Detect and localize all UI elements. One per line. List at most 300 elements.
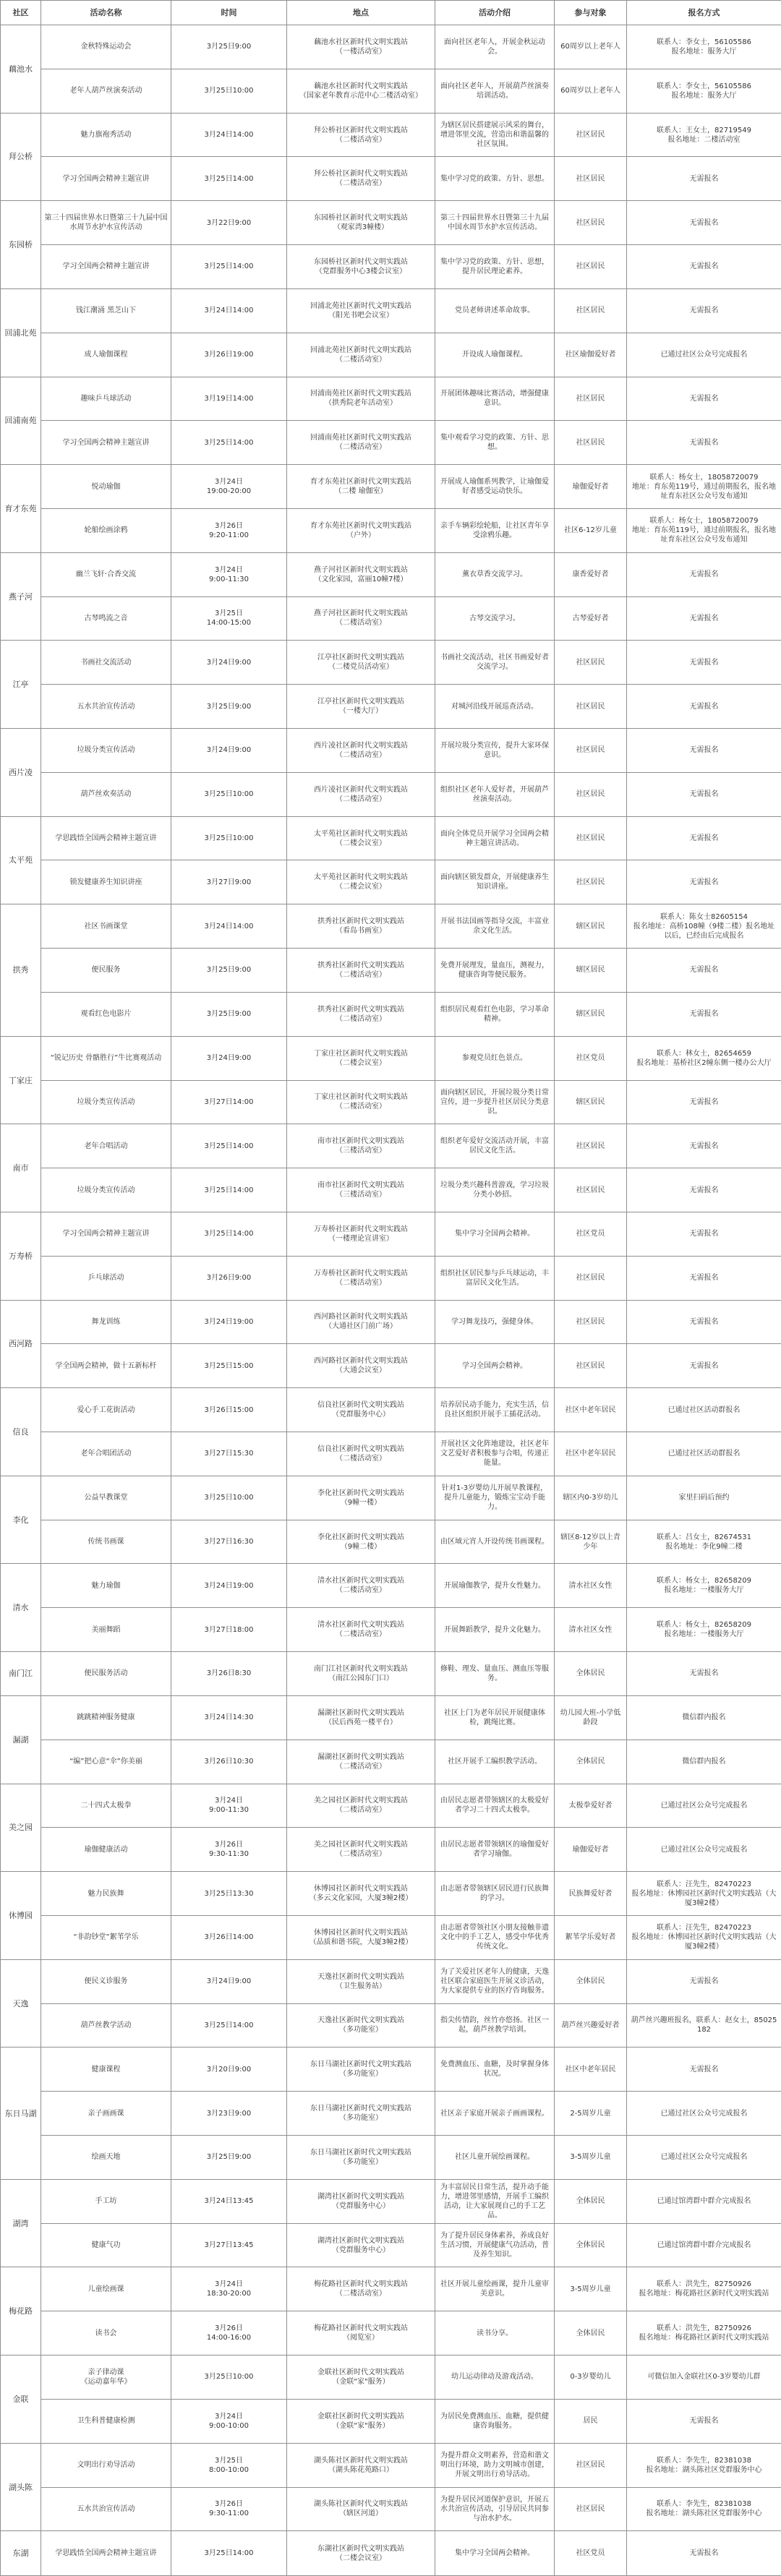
time-cell: 3月27日14:00 bbox=[171, 1080, 287, 1124]
signup-cell: 已通过社区公众号完成报名 bbox=[627, 333, 781, 377]
time-cell: 3月24日14:30 bbox=[171, 1695, 287, 1740]
district-cell: 西河路 bbox=[1, 1300, 41, 1388]
table-row bbox=[1, 1520, 781, 1564]
activity-name-cell: 学思践悟全国两会精神主题宣讲 bbox=[41, 816, 171, 860]
time-cell: 3月27日18:00 bbox=[171, 1608, 287, 1652]
table-row bbox=[1, 2267, 781, 2311]
time-cell: 3月25日9:00 bbox=[171, 949, 287, 993]
intro-cell: 面向全体党员开展学习全国两会精神主题宣讲活动。 bbox=[435, 816, 555, 860]
table-row bbox=[1, 25, 781, 69]
time-cell: 3月26日10:30 bbox=[171, 1740, 287, 1784]
intro-cell: 开展瑜伽教学，提升女性魅力。 bbox=[435, 1564, 555, 1608]
place-cell: 信良社区新时代文明实践站 （二楼活动室） bbox=[287, 1432, 435, 1476]
activity-name-cell: 魅力旗袍秀活动 bbox=[41, 113, 171, 157]
place-cell: 湖头陈社区新时代文明实践站 （辖区河道） bbox=[287, 2487, 435, 2531]
intro-cell: 社区开展儿童绘画课，提升儿童审美意识。 bbox=[435, 2267, 555, 2311]
intro-cell: 由区域元宵人开设传统书画课程。 bbox=[435, 1520, 555, 1564]
intro-cell: 由居民志愿者带领辖区的瑜伽爱好者学习瑜伽。 bbox=[435, 1828, 555, 1872]
table-row bbox=[1, 2179, 781, 2223]
signup-cell: 微信群内报名 bbox=[627, 1695, 781, 1740]
signup-cell: 无需报名 bbox=[627, 1344, 781, 1388]
target-cell: 社区居民 bbox=[555, 729, 627, 773]
intro-cell: 参观党员红色景点。 bbox=[435, 1036, 555, 1080]
table-row bbox=[1, 949, 781, 993]
intro-cell: 免费开展理发，量血压，测视力，健康咨询等便民服务。 bbox=[435, 949, 555, 993]
signup-cell: 无需报名 bbox=[627, 421, 781, 465]
activity-name-cell: 学习全国两会精神主题宣讲 bbox=[41, 157, 171, 201]
place-cell: 藕池水社区新时代文明实践站 （国家老年教育示范中心二楼活动室） bbox=[287, 69, 435, 113]
time-cell: 3月26日8:30 bbox=[171, 1652, 287, 1696]
signup-cell: 联系人：洪先生，82750926 报名地址：梅花路社区新时代文明实践站 bbox=[627, 2267, 781, 2311]
district-cell: 信良 bbox=[1, 1388, 41, 1476]
activity-name-cell: 悦动瑜伽 bbox=[41, 465, 171, 509]
activity-name-cell: 第三十四届世界水日暨第三十九届中国水周节水护水宣传活动 bbox=[41, 201, 171, 245]
time-cell: 3月24日9:00 bbox=[171, 641, 287, 685]
target-cell: 辖区居民 bbox=[555, 992, 627, 1036]
table-row bbox=[1, 2003, 781, 2047]
signup-cell: 联系人：王女士，82719549 报名地址：二楼活动室 bbox=[627, 113, 781, 157]
table-row bbox=[1, 1959, 781, 2003]
place-cell: 湖头陈社区新时代文明实践站 （湖头陈花苑路口） bbox=[287, 2443, 435, 2487]
signup-cell: 无需报名 bbox=[627, 1168, 781, 1212]
district-cell: 藕池水 bbox=[1, 25, 41, 114]
district-cell: 南市 bbox=[1, 1124, 41, 1212]
activity-name-cell: 垃圾分类宣传活动 bbox=[41, 1080, 171, 1124]
signup-cell: 已通过社区公众号完成报名 bbox=[627, 1828, 781, 1872]
time-cell: 3月25日10:00 bbox=[171, 816, 287, 860]
district-cell: 东湖 bbox=[1, 2531, 41, 2576]
target-cell: 社区居民 bbox=[555, 245, 627, 289]
district-cell: 南门江 bbox=[1, 1652, 41, 1696]
activity-name-cell: 瑜伽健康活动 bbox=[41, 1828, 171, 1872]
signup-cell: 无需报名 bbox=[627, 729, 781, 773]
table-row bbox=[1, 1080, 781, 1124]
intro-cell: 社区儿童开展绘画课程。 bbox=[435, 2136, 555, 2180]
intro-cell: 修鞋、理发、量血压、测血压等服务。 bbox=[435, 1652, 555, 1696]
table-row bbox=[1, 1784, 781, 1828]
activity-name-cell: 观看红色电影片 bbox=[41, 992, 171, 1036]
signup-cell: 联系人：李女士，56105586 报名地址：服务大厅 bbox=[627, 25, 781, 69]
activity-name-cell: 古琴鸣流之音 bbox=[41, 596, 171, 641]
target-cell: 社区居民 bbox=[555, 113, 627, 157]
table-row bbox=[1, 1212, 781, 1256]
activity-name-cell: 葫芦丝教学活动 bbox=[41, 2003, 171, 2047]
time-cell: 3月24日19:00 bbox=[171, 1300, 287, 1344]
signup-cell: 无需报名 bbox=[627, 685, 781, 729]
intro-cell: 针对1-3岁婴幼儿开展早教课程，提升儿童能力，锻炼宝宝动手能力。 bbox=[435, 1476, 555, 1520]
place-cell: 休博园社区新时代文明实践站 （多云文化家园，大厦3幢2楼） bbox=[287, 1872, 435, 1916]
signup-cell: 微信群内报名 bbox=[627, 1740, 781, 1784]
header-district: 社区 bbox=[1, 1, 41, 25]
district-cell: 天逸 bbox=[1, 1959, 41, 2047]
time-cell: 3月26日 9:30-11:00 bbox=[171, 2487, 287, 2531]
time-cell: 3月24日 18:30-20:00 bbox=[171, 2267, 287, 2311]
target-cell: 居民 bbox=[555, 2399, 627, 2443]
intro-cell: 指尖传情韵，丝竹亦悠扬。社区一起，葫芦丝教学培训。 bbox=[435, 2003, 555, 2047]
intro-cell: 由居民志愿者带领辖区的太极爱好者学习二十四式太极拳。 bbox=[435, 1784, 555, 1828]
activity-name-cell: 二十四式太极拳 bbox=[41, 1784, 171, 1828]
table-row bbox=[1, 904, 781, 949]
activity-name-cell: 学习全国两会精神主题宣讲 bbox=[41, 245, 171, 289]
time-cell: 3月26日9:00 bbox=[171, 1256, 287, 1300]
activity-name-cell: 健康课程 bbox=[41, 2047, 171, 2092]
table-row bbox=[1, 2531, 781, 2576]
target-cell: 社区居民 bbox=[555, 1124, 627, 1168]
time-cell: 3月25日9:00 bbox=[171, 992, 287, 1036]
place-cell: 藕池水社区新时代文明实践站 （一楼活动室） bbox=[287, 25, 435, 69]
time-cell: 3月27日9:00 bbox=[171, 860, 287, 904]
activity-name-cell: 文明出行劝导活动 bbox=[41, 2443, 171, 2487]
intro-cell: 面向社区老年人，开展葫芦丝演奏培训活动。 bbox=[435, 69, 555, 113]
place-cell: 育才东苑社区新时代文明实践站 （户外） bbox=[287, 508, 435, 552]
district-cell: 湖头陈 bbox=[1, 2443, 41, 2531]
target-cell: 全体居民 bbox=[555, 1652, 627, 1696]
activity-name-cell: 魅力民族舞 bbox=[41, 1872, 171, 1916]
table-row bbox=[1, 508, 781, 552]
activity-name-cell: 金秋特殊运动会 bbox=[41, 25, 171, 69]
intro-cell: 面向社区老年人，开展金秋运动会。 bbox=[435, 25, 555, 69]
table-row bbox=[1, 245, 781, 289]
activity-name-cell: 亲子画画课 bbox=[41, 2092, 171, 2136]
time-cell: 3月25日14:00 bbox=[171, 2531, 287, 2576]
intro-cell: 薰衣草香交流学习。 bbox=[435, 552, 555, 596]
district-cell: 休博园 bbox=[1, 1872, 41, 1960]
signup-cell: 无需报名 bbox=[627, 992, 781, 1036]
intro-cell: 社区亲子家庭开展亲子画画课程。 bbox=[435, 2092, 555, 2136]
table-row bbox=[1, 465, 781, 509]
header-signup: 报名方式 bbox=[627, 1, 781, 25]
activity-name-cell: 乒乓球活动 bbox=[41, 1256, 171, 1300]
table-row bbox=[1, 421, 781, 465]
district-cell: 清水 bbox=[1, 1564, 41, 1652]
activity-name-cell: 学思践悟全国两会精神主题宣讲 bbox=[41, 2531, 171, 2576]
table-row bbox=[1, 860, 781, 904]
signup-cell: 无需报名 bbox=[627, 2531, 781, 2576]
signup-cell: 无需报名 bbox=[627, 157, 781, 201]
intro-cell: 幼儿运动律动及游戏活动。 bbox=[435, 2355, 555, 2400]
time-cell: 3月27日15:30 bbox=[171, 1432, 287, 1476]
table-row bbox=[1, 1344, 781, 1388]
intro-cell: 组织社区老年人爱好者，开展葫芦丝演奏活动。 bbox=[435, 772, 555, 816]
table-row bbox=[1, 288, 781, 333]
signup-cell: 无需报名 bbox=[627, 201, 781, 245]
signup-cell: 联系人：李先生，82381038 报名地址：湖头陈社区党群服务中心 bbox=[627, 2487, 781, 2531]
signup-cell: 联系人：林女士，82654659 报名地址：基桥社区2幢东侧一楼办公大厅 bbox=[627, 1036, 781, 1080]
intro-cell: 为提升群众文明素养，营造和谐文明出行环境，助力文明城市创建，开展文明出行劝导活动。 bbox=[435, 2443, 555, 2487]
signup-cell: 已通过社区公众号完成报名 bbox=[627, 2136, 781, 2180]
signup-cell: 无需报名 bbox=[627, 860, 781, 904]
place-cell: 回浦南苑社区新时代文明实践站 （拱秀院老年活动室） bbox=[287, 377, 435, 421]
signup-cell: 联系人：李先生，82381038 报名地址：湖头陈社区党群服务中心 bbox=[627, 2443, 781, 2487]
target-cell: 社区6-12岁儿童 bbox=[555, 508, 627, 552]
district-cell: 东日马湖 bbox=[1, 2047, 41, 2179]
target-cell: 社区中老年居民 bbox=[555, 1388, 627, 1432]
time-cell: 3月22日9:00 bbox=[171, 201, 287, 245]
signup-cell: 已通过社区活动群报名 bbox=[627, 1388, 781, 1432]
table-row bbox=[1, 2223, 781, 2267]
place-cell: 拜公桥社区新时代文明实践站 （二楼活动室） bbox=[287, 113, 435, 157]
time-cell: 3月24日 9:00-10:00 bbox=[171, 2399, 287, 2443]
table-row bbox=[1, 1256, 781, 1300]
place-cell: 东日马湖社区新时代文明实践站 （多功能室） bbox=[287, 2136, 435, 2180]
signup-cell: 无需报名 bbox=[627, 2047, 781, 2092]
intro-cell: 开展社区文化阵地建设，社区老年文艺爱好者积极参与合唱，传递正能量。 bbox=[435, 1432, 555, 1476]
target-cell: 0-3岁婴幼儿 bbox=[555, 2355, 627, 2400]
place-cell: 东园桥社区新时代文明实践站 （党群服务中心3楼会议室） bbox=[287, 245, 435, 289]
time-cell: 3月25日15:00 bbox=[171, 1344, 287, 1388]
activity-name-cell: 便民服务活动 bbox=[41, 1652, 171, 1696]
target-cell: 社区居民 bbox=[555, 2487, 627, 2531]
district-cell: 东园桥 bbox=[1, 201, 41, 289]
signup-cell: 联系人：李女士，56105586 报名地址：服务大厅 bbox=[627, 69, 781, 113]
place-cell: 清水社区新时代文明实践站 （二楼活动室） bbox=[287, 1608, 435, 1652]
activity-name-cell: “编”把心意“伞”你美丽 bbox=[41, 1740, 171, 1784]
time-cell: 3月24日14:00 bbox=[171, 288, 287, 333]
place-cell: 湖湾社区新时代文明实践站 （党群服务中心） bbox=[287, 2179, 435, 2223]
district-cell: 回浦北苑 bbox=[1, 288, 41, 377]
intro-cell: 开展团体趣味比赛活动，增强健康意识。 bbox=[435, 377, 555, 421]
table-row bbox=[1, 685, 781, 729]
intro-cell: 开展成人瑜伽系列教学，让瑜伽爱好者感受运动快乐。 bbox=[435, 465, 555, 509]
target-cell: 3-5周岁儿童 bbox=[555, 2267, 627, 2311]
district-cell: 漏湖 bbox=[1, 1695, 41, 1784]
place-cell: 回浦南苑社区新时代文明实践站 （二楼活动室） bbox=[287, 421, 435, 465]
signup-cell: 无需报名 bbox=[627, 596, 781, 641]
activity-name-cell: 亲子律动课 《运动嘉年华》 bbox=[41, 2355, 171, 2400]
activity-name-cell: 幽兰飞轩·合香交流 bbox=[41, 552, 171, 596]
target-cell: 辖区内0-3岁幼儿 bbox=[555, 1476, 627, 1520]
time-cell: 3月25日14:00 bbox=[171, 1168, 287, 1212]
activity-name-cell: 爱心手工花街活动 bbox=[41, 1388, 171, 1432]
district-cell: 丁家庄 bbox=[1, 1036, 41, 1124]
place-cell: 梅花路社区新时代文明实践站 （阅览室） bbox=[287, 2311, 435, 2355]
target-cell: 太极拳爱好者 bbox=[555, 1784, 627, 1828]
target-cell: 社区党员 bbox=[555, 1036, 627, 1080]
place-cell: 天逸社区新时代文明实践站 （多功能室） bbox=[287, 2003, 435, 2047]
time-cell: 3月25日14:00 bbox=[171, 1124, 287, 1168]
place-cell: 太平苑社区新时代文明实践站 （二楼会议室） bbox=[287, 816, 435, 860]
target-cell: 社区居民 bbox=[555, 157, 627, 201]
time-cell: 3月26日19:00 bbox=[171, 333, 287, 377]
intro-cell: 社区开展手工编织教学活动。 bbox=[435, 1740, 555, 1784]
district-cell: 拜公桥 bbox=[1, 113, 41, 201]
district-cell: 万寿桥 bbox=[1, 1212, 41, 1300]
table-row bbox=[1, 333, 781, 377]
target-cell: 辖区8-12岁以上青少年 bbox=[555, 1520, 627, 1564]
place-cell: 拜公桥社区新时代文明实践站 （二楼活动室） bbox=[287, 157, 435, 201]
table-row bbox=[1, 1828, 781, 1872]
signup-cell: 无需报名 bbox=[627, 816, 781, 860]
signup-cell: 葫芦丝兴趣班报名，联系人：赵女士，85025182 bbox=[627, 2003, 781, 2047]
table-row bbox=[1, 2487, 781, 2531]
target-cell: 辖区居民 bbox=[555, 904, 627, 949]
intro-cell: 亲手车辆彩绘轮船，让社区青年享受涂鸦乐趣。 bbox=[435, 508, 555, 552]
table-row bbox=[1, 1168, 781, 1212]
intro-cell: 为辖区居民搭建展示风采的舞台，增进邻里交流，营造出和谐温馨的社区氛围。 bbox=[435, 113, 555, 157]
target-cell: 社区居民 bbox=[555, 685, 627, 729]
signup-cell: 已通过馆湾群中群介完成报名 bbox=[627, 2179, 781, 2223]
intro-cell: 垃圾分类兴趣科普游戏，学习垃圾分类小妙招。 bbox=[435, 1168, 555, 1212]
signup-cell: 联系人：陈女士82605154 报名地址：高桥108幢（9楼二楼）报名地址以后，已经由后完成报名 bbox=[627, 904, 781, 949]
time-cell: 3月25日14:00 bbox=[171, 2003, 287, 2047]
intro-cell: 开展书法国画等指导交流，丰富业余文化生活。 bbox=[435, 904, 555, 949]
table-row bbox=[1, 816, 781, 860]
signup-cell: 家里扫码后预约 bbox=[627, 1476, 781, 1520]
place-cell: 丁家庄社区新时代文明实践站 （二楼活动室） bbox=[287, 1080, 435, 1124]
activity-name-cell: 跳跳精神服务健康 bbox=[41, 1695, 171, 1740]
place-cell: 漏湖社区新时代文明实践站 （民后西苑一楼平台） bbox=[287, 1695, 435, 1740]
signup-cell: 无需报名 bbox=[627, 641, 781, 685]
target-cell: 絮苇学乐爱好者 bbox=[555, 1915, 627, 1959]
intro-cell: 由志愿者带领社区小朋友接触非遗文化中的手工艺人，感受中华优秀传统文化。 bbox=[435, 1915, 555, 1959]
intro-cell: 开展垃圾分类宣传，提升大家环保意识。 bbox=[435, 729, 555, 773]
time-cell: 3月25日10:00 bbox=[171, 69, 287, 113]
time-cell: 3月26日 9:20-11:00 bbox=[171, 508, 287, 552]
activity-name-cell: 学习全国两会精神主题宣讲 bbox=[41, 1212, 171, 1256]
place-cell: 拱秀社区新时代文明实践站 （看岛书画室） bbox=[287, 904, 435, 949]
signup-cell: 联系人：杨女士，18058720079 地址：育东苑119号，通过前期报名，报名地址育东社区公众号发布通知 bbox=[627, 465, 781, 509]
time-cell: 3月25日14:00 bbox=[171, 157, 287, 201]
signup-cell: 联系人：吕女士，82674531 报名地址：李化9幢二楼 bbox=[627, 1520, 781, 1564]
signup-cell: 已通过社区公众号完成报名 bbox=[627, 1784, 781, 1828]
intro-cell: 为提升居民河道保护意识，开展五水共治宣传活动，引导居民共同参与治水护水。 bbox=[435, 2487, 555, 2531]
activity-name-cell: “非韵钞堂”絮苇学乐 bbox=[41, 1915, 171, 1959]
intro-cell: 对城河沿线开展巡查活动。 bbox=[435, 685, 555, 729]
target-cell: 社区居民 bbox=[555, 421, 627, 465]
intro-cell: 集中学习全国两会精神。 bbox=[435, 1212, 555, 1256]
target-cell: 社区居民 bbox=[555, 1168, 627, 1212]
signup-cell: 无需报名 bbox=[627, 288, 781, 333]
signup-cell: 可微信加入金联社区0-3岁婴幼儿群 bbox=[627, 2355, 781, 2400]
target-cell: 辖区居民 bbox=[555, 949, 627, 993]
signup-cell: 已通过社区活动群报名 bbox=[627, 1432, 781, 1476]
activity-name-cell: 卫生科普健康检测 bbox=[41, 2399, 171, 2443]
district-cell: 西片凌 bbox=[1, 729, 41, 817]
activity-name-cell: 社区书画课堂 bbox=[41, 904, 171, 949]
table-row bbox=[1, 1124, 781, 1168]
place-cell: 江亭社区新时代文明实践站 （一楼大厅） bbox=[287, 685, 435, 729]
signup-cell: 联系人：杨女士，82658209 报名地址：一楼服务大厅 bbox=[627, 1564, 781, 1608]
table-row bbox=[1, 2443, 781, 2487]
header-activity-name: 活动名称 bbox=[41, 1, 171, 25]
intro-cell: 第三十四届世界水日暨第三十九届中国水周节水护水宣传活动。 bbox=[435, 201, 555, 245]
table-row bbox=[1, 2355, 781, 2400]
signup-cell: 已通过馆湾群中群介完成报名 bbox=[627, 2223, 781, 2267]
district-cell: 育才东苑 bbox=[1, 465, 41, 553]
target-cell: 社区中老年居民 bbox=[555, 1432, 627, 1476]
time-cell: 3月24日9:00 bbox=[171, 1036, 287, 1080]
table-row bbox=[1, 772, 781, 816]
place-cell: 湖湾社区新时代文明实践站 （党群服务中心） bbox=[287, 2223, 435, 2267]
place-cell: 南市社区新时代文明实践站 （三楼活动室） bbox=[287, 1124, 435, 1168]
activity-name-cell: 健康气功 bbox=[41, 2223, 171, 2267]
signup-cell: 无需报名 bbox=[627, 1256, 781, 1300]
intro-cell: 集中观看学习党的政策、方针、思想。 bbox=[435, 421, 555, 465]
intro-cell: 古琴交流学习。 bbox=[435, 596, 555, 641]
header-time: 时间 bbox=[171, 1, 287, 25]
place-cell: 西河路社区新时代文明实践站 （大通会议室） bbox=[287, 1344, 435, 1388]
table-row bbox=[1, 1300, 781, 1344]
target-cell: 辖区居民 bbox=[555, 1080, 627, 1124]
table-row bbox=[1, 1872, 781, 1916]
place-cell: 燕子河社区新时代文明实践站 （文化家园，富丽10幢7楼） bbox=[287, 552, 435, 596]
target-cell: 社区居民 bbox=[555, 377, 627, 421]
target-cell: 社区居民 bbox=[555, 201, 627, 245]
place-cell: 李化社区新时代文明实践站 （9幢二楼） bbox=[287, 1520, 435, 1564]
activity-name-cell: 垃圾分类宣传活动 bbox=[41, 729, 171, 773]
intro-cell: 读书分享。 bbox=[435, 2311, 555, 2355]
place-cell: 东日马湖社区新时代文明实践站 （多功能室） bbox=[287, 2047, 435, 2092]
activity-name-cell: 传统书画课 bbox=[41, 1520, 171, 1564]
signup-cell: 无需报名 bbox=[627, 772, 781, 816]
district-cell: 梅花路 bbox=[1, 2267, 41, 2355]
target-cell: 社区居民 bbox=[555, 860, 627, 904]
intro-cell: 由志愿者带领辖区居民进行民族舞的学习。 bbox=[435, 1872, 555, 1916]
time-cell: 3月24日14:00 bbox=[171, 113, 287, 157]
activity-name-cell: 趣味乒乓球活动 bbox=[41, 377, 171, 421]
activity-name-cell: 老年合唱活动 bbox=[41, 1124, 171, 1168]
activity-name-cell: 便民义诊服务 bbox=[41, 1959, 171, 2003]
table-row bbox=[1, 552, 781, 596]
activity-name-cell: 老年合唱团活动 bbox=[41, 1432, 171, 1476]
target-cell: 社区居民 bbox=[555, 1300, 627, 1344]
time-cell: 3月25日 8:00-10:00 bbox=[171, 2443, 287, 2487]
time-cell: 3月25日10:00 bbox=[171, 1476, 287, 1520]
table-row bbox=[1, 2136, 781, 2180]
table-row bbox=[1, 1915, 781, 1959]
target-cell: 清水社区女性 bbox=[555, 1564, 627, 1608]
district-cell: 拱秀 bbox=[1, 904, 41, 1036]
target-cell: 社区居民 bbox=[555, 641, 627, 685]
signup-cell: 无需报名 bbox=[627, 1080, 781, 1124]
target-cell: 葫芦丝兴趣爱好者 bbox=[555, 2003, 627, 2047]
header-place: 地点 bbox=[287, 1, 435, 25]
activity-name-cell: 学全国两会精神，做十五新标杆 bbox=[41, 1344, 171, 1388]
activity-name-cell: 魅力瑜伽 bbox=[41, 1564, 171, 1608]
intro-cell: 开设成人瑜伽课程。 bbox=[435, 333, 555, 377]
place-cell: 东日马湖社区新时代文明实践站 （多功能室） bbox=[287, 2092, 435, 2136]
target-cell: 瑜伽爱好者 bbox=[555, 465, 627, 509]
time-cell: 3月25日10:00 bbox=[171, 772, 287, 816]
time-cell: 3月27日16:30 bbox=[171, 1520, 287, 1564]
intro-cell: 面向辖区居民，开展垃圾分类日常宣传，进一步提升社区居民分类意识。 bbox=[435, 1080, 555, 1124]
time-cell: 3月25日 14:00-15:00 bbox=[171, 596, 287, 641]
time-cell: 3月20日9:00 bbox=[171, 2047, 287, 2092]
time-cell: 3月25日14:00 bbox=[171, 1212, 287, 1256]
table-row bbox=[1, 1036, 781, 1080]
place-cell: 美之园社区新时代文明实践站 （二楼活动室） bbox=[287, 1828, 435, 1872]
time-cell: 3月24日14:00 bbox=[171, 904, 287, 949]
table-row bbox=[1, 2311, 781, 2355]
time-cell: 3月24日13:45 bbox=[171, 2179, 287, 2223]
activity-name-cell: 垃圾分类宣传活动 bbox=[41, 1168, 171, 1212]
target-cell: 社区居民 bbox=[555, 2443, 627, 2487]
time-cell: 3月26日15:00 bbox=[171, 1388, 287, 1432]
activity-name-cell: 读书会 bbox=[41, 2311, 171, 2355]
place-cell: 拱秀社区新时代文明实践站 （二楼活动室） bbox=[287, 949, 435, 993]
signup-cell: 联系人：杨女士，18058720079 地址：育东苑119号，通过前期报名，报名地址育东社区公众号发布通知 bbox=[627, 508, 781, 552]
table-row bbox=[1, 596, 781, 641]
table-row bbox=[1, 2092, 781, 2136]
target-cell: 清水社区女性 bbox=[555, 1608, 627, 1652]
table-row bbox=[1, 157, 781, 201]
district-cell: 太平苑 bbox=[1, 816, 41, 904]
target-cell: 全体居民 bbox=[555, 2223, 627, 2267]
target-cell: 3-5周岁儿童 bbox=[555, 2136, 627, 2180]
district-cell: 湖湾 bbox=[1, 2179, 41, 2267]
target-cell: 社区党员 bbox=[555, 2531, 627, 2576]
place-cell: 丁家庄社区新时代文明实践站 （二楼会议室） bbox=[287, 1036, 435, 1080]
